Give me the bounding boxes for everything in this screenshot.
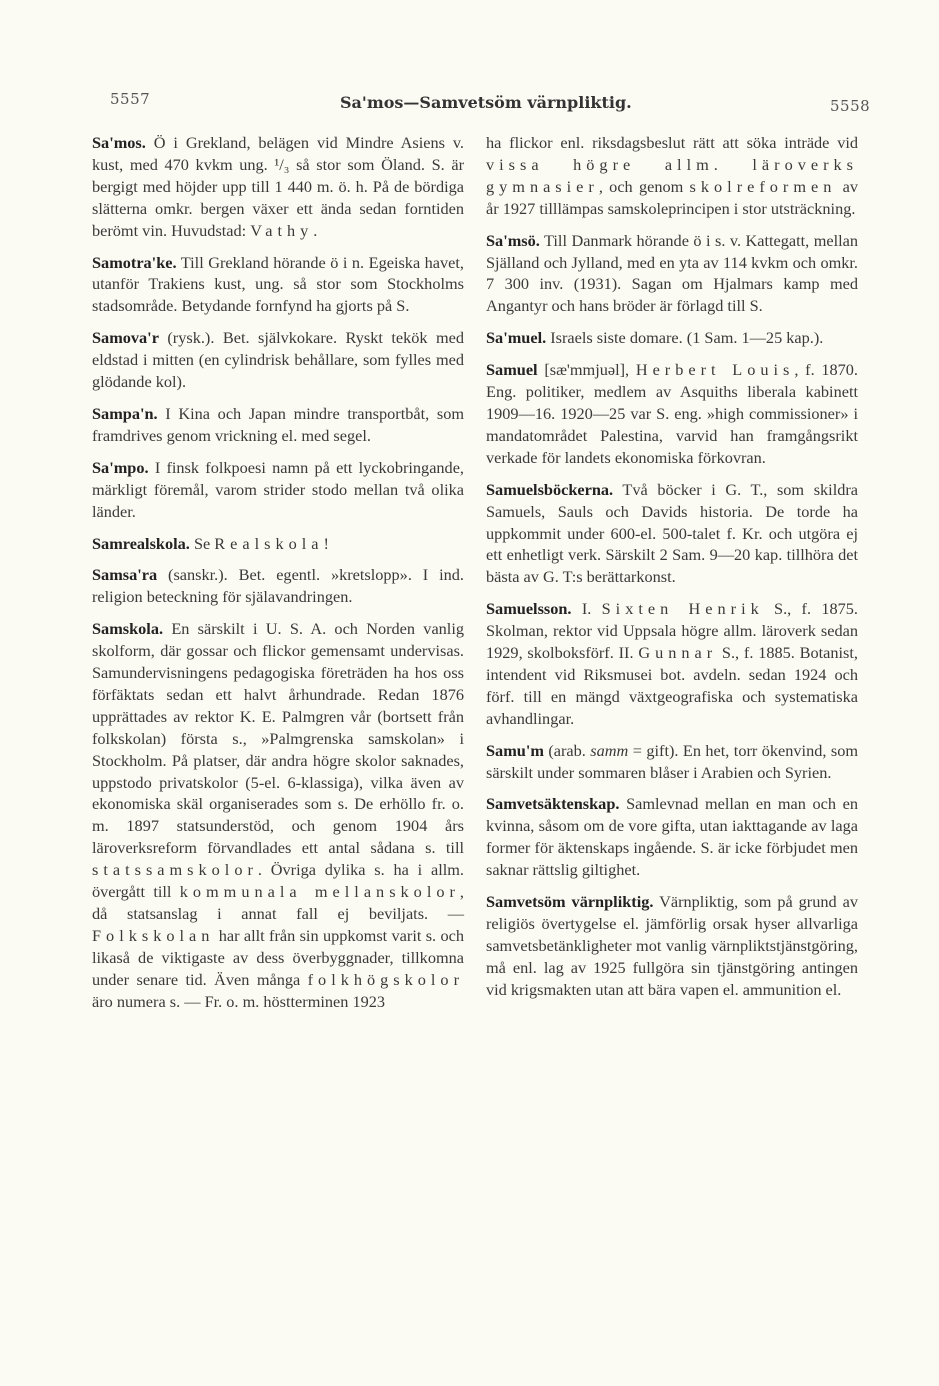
left-column [92,132,464,1023]
entry-text: ! [323,533,329,553]
entry-headword: Sa'msö. [486,230,540,250]
entry-headword: Samskola. [92,619,164,639]
entry-headword: Samova'r [92,328,159,348]
entry-text: En särskilt i U. S. A. och Norden vanlig skolform, där gossar och flickor gemensamt undervisas. Samundervisningens pedagogiska företräden ha hos oss förfäktats sedan ett halvt århundrade. Redan 1876 upprättades av rektor K. E. Palmgren vår (bortsett från folkskolan) första s., »Palmgrenska samskolan» i Stockholm. På platser, där andra högre skolor saknades, uppstodo privatskolor (5-el. 6-klassiga), vilka även av ekonomiska skäl organiserades som s. De erhöllo fr. o. m. 1897 statsunderstöd, och genom 1904 års läroverksreform förvandlades ett antal sådana s. till [92,619,464,858]
entry-text: av år 1927 tilllämpas samskoleprincipen i stor utsträckning. [486,176,858,218]
entry-headword: Sa'muel. [486,328,547,348]
entry-spaced-text: Folkskolan [92,925,215,945]
entry-italic-text: samm [590,740,629,760]
entry-text: I Kina och Japan mindre transportbåt, som framdrives genom vrickning el. med segel. [92,403,464,445]
dictionary-entry [92,618,464,1012]
entry-text: Se [193,533,215,553]
entry-text: , och genom [598,176,690,196]
entry-headword: Samuelsböckerna. [486,479,614,499]
entry-headword: Samvetsöm värnpliktig. [486,892,654,912]
entry-text: (rysk.). Bet. självkokare. Ryskt tekök med eldstad i mitten (en cylindrisk behållare, som fylles med glödande kol). [92,328,464,392]
entry-text: Samlevnad mellan en man och en kvinna, såsom om de vore gifta, utan iakttagande av laga former för äktenskaps ingående. S. är icke förbjudet men saknar rättslig giltighet. [486,794,858,880]
dictionary-entry [92,252,464,318]
entry-text: (arab. [548,740,591,760]
entry-headword: Samrealskola. [92,533,190,553]
dictionary-entry [486,598,858,729]
dictionary-entry [92,533,464,555]
running-head: Sa'mos—Samvetsöm värnpliktig. [340,93,632,112]
dictionary-entry [486,132,858,220]
dictionary-entry [92,457,464,523]
dictionary-entry [486,230,858,318]
entry-text: , då statsanslag i annat fall ej beviljats. — [92,882,464,923]
entry-headword: Samotra'ke. [92,252,177,272]
dictionary-entry [486,793,858,881]
page-number-left: 5557 [110,90,151,108]
entry-text: (sanskr.). Bet. egentl. »kretslopp». I ind. religion beteckning för själavandringen. [92,565,464,607]
entry-text: äro numera s. — Fr. o. m. höstterminen 1923 [92,991,386,1011]
entry-text: Två böcker i G. T., som skildra Samuels, Sauls och Davids historia. De torde ha uppkommit under 600-el. 500-talet f. Kr. och utgöra ej ett enhetligt verk. Särskilt 2 Sam. 9—20 kap. tillhöra det bästa av G. T:s berättarkonst. [486,479,859,587]
dictionary-entry [486,327,858,349]
entry-spaced-text: skolreformen [689,176,837,196]
entry-text: , f. 1870. Eng. politiker, medlem av Asquiths liberala kabinett 1909—16. 1920—25 var S. eng. »high commissioner» i mandatområdet Palestina, varvid han framgångsrikt verkade för landets ekonomiska förkovran. [486,360,859,467]
entry-spaced-text: Sixten Henrik [601,599,764,619]
entry-spaced-text: folkhögskolor [307,969,464,989]
entry-text: Ö i Grekland, belägen vid Mindre Asiens v. kust, med 470 kvkm ung. ¹/₃ så stor som Öland. S. är bergigt med höjder upp till 1 440 m. ö. h. På de bördiga slätterna omkr. bergen växer ett ända sedan forntiden berömt vin. Huvudstad: [92,133,464,240]
page-number-right: 5558 [830,97,871,115]
entry-text: har allt från sin uppkomst varit s. och likaså de viktigaste av dess överbyggnader, tillkomna under senare tid. Även många [92,925,464,989]
entry-text: ha flickor enl. riksdagsbeslut rätt att söka inträde vid [486,133,858,152]
entry-text: [sæ'mmjuəl], [544,360,636,380]
entry-text: S., f. 1875. Skolman, rektor vid Uppsala högre allm. läroverk sedan 1929, skolboksförf. II. [486,599,858,663]
entry-spaced-text: Herbert Louis [635,360,795,380]
entry-headword: Samsa'ra [92,565,158,585]
entry-text: Värnpliktig, som på grund av religiös övertygelse el. jämförlig orsak hyser allvarliga samvetsbetänkligheter mot vanlig värnpliktstjänstgöring, må enl. lag av 1925 fullgöra sin tjänstgöring antingen vid krigsmakten utan att bära vapen el. ammunition el. [486,892,858,999]
entry-spaced-text: Vathy [250,220,314,240]
entry-headword: Samuelsson. [486,599,572,619]
dictionary-entry [486,740,858,784]
entry-text: S., f. 1885. Botanist, intendent vid Riksmusei bot. avdeln. sedan 1924 och förf. till en mängd växtgeografiska och systematiska avhandlingar. [486,643,858,728]
dictionary-entry [92,564,464,608]
dictionary-entry [486,891,858,1001]
dictionary-entry [486,479,858,589]
entry-headword: Samu'm [486,740,544,760]
dictionary-entry [92,327,464,393]
entry-text: . [313,220,318,240]
entry-text: = gift). En het, torr ökenvind, som särskilt under sommaren blåser i Arabien och Syrien. [486,740,858,782]
entry-headword: Sa'mos. [92,133,146,152]
entry-text: Israels siste domare. (1 Sam. 1—25 kap.). [550,328,824,348]
dictionary-entry [92,403,464,447]
entry-text: . Övriga dylika s. ha i allm. övergått till [92,860,464,902]
entry-text: Till Danmark hörande ö i s. v. Kattegatt, mellan Själland och Jylland, med en yta av 114 kvkm och omkr. 7 300 inv. (1931). Sagan om Hjalmars kamp med Angantyr och hans bröder är förlagd till S. [486,230,859,316]
right-column [486,132,858,1011]
entry-headword: Sampa'n. [92,403,158,423]
entry-spaced-text: kommunala mellanskolor [179,882,460,902]
dictionary-entry [92,132,464,242]
entry-spaced-text: Realskola [214,533,324,553]
entry-text: Till Grekland hörande ö i n. Egeiska havet, utanför Trakiens kust, ung. så stor som Stockholms stadsområde. Betydande fornfynd ha gjorts på S. [92,252,464,316]
entry-text: I finsk folkpoesi namn på ett lyckobringande, märkligt föremål, varom strider stodo mellan två olika länder. [92,457,464,521]
entry-headword: Samuel [486,360,538,380]
dictionary-entry [486,359,858,469]
entry-spaced-text: vissa högre allm. läroverks gymnasier [486,154,858,196]
entry-text: I. [581,599,602,619]
entry-headword: Sa'mpo. [92,457,149,477]
entry-spaced-text: Gunnar [638,643,718,663]
entry-spaced-text: statssamskolor [92,860,258,880]
entry-headword: Samvetsäktenskap. [486,794,620,814]
